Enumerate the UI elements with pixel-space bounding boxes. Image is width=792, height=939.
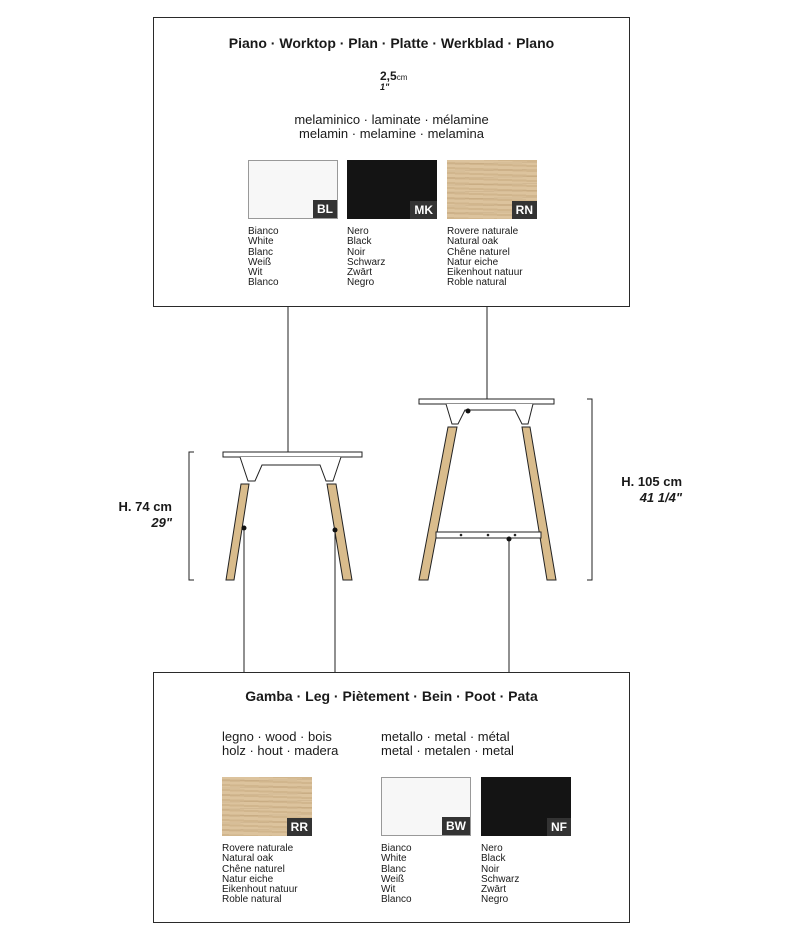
swatch-code: MK bbox=[410, 201, 437, 219]
dimension-low-in: 29" bbox=[151, 515, 172, 530]
swatch-code: RN bbox=[512, 201, 537, 219]
thickness-cm: 2,5 bbox=[380, 69, 397, 83]
swatch-bw[interactable] bbox=[381, 777, 471, 836]
swatch-code: NF bbox=[547, 818, 571, 836]
swatch-names-bl: Bianco White Blanc Weiß Wit Blanco bbox=[248, 226, 279, 289]
swatch-code: BW bbox=[442, 817, 470, 835]
wood-line1: legno · wood · bois bbox=[222, 729, 332, 744]
metal-line2: metal · metalen · metal bbox=[381, 743, 514, 758]
swatch-names-mk: Nero Black Noir Schwarz Zwārt Negro bbox=[347, 226, 386, 289]
swatch-rn[interactable] bbox=[447, 160, 537, 219]
swatch-names-rr: Rovere naturale Natural oak Chêne naturel Natur eiche Eikenhout natuur Roble natural bbox=[222, 843, 298, 906]
thickness-in: 1" bbox=[380, 82, 390, 92]
leg-title: Gamba · Leg · Piètement · Bein · Poot · Pata bbox=[245, 688, 538, 704]
dimension-high-in: 41 1/4" bbox=[639, 490, 682, 505]
swatch-names-nf: Nero Black Noir Schwarz Zwārt Negro bbox=[481, 843, 520, 906]
connector-lines bbox=[244, 306, 509, 672]
high-table-drawing bbox=[419, 399, 556, 580]
metal-line1: metallo · metal · métal bbox=[381, 729, 510, 744]
swatch-rr[interactable] bbox=[222, 777, 312, 836]
dimension-low bbox=[100, 499, 172, 531]
swatch-mk[interactable] bbox=[347, 160, 437, 219]
swatch-nf[interactable] bbox=[481, 777, 571, 836]
wood-line2: holz · hout · madera bbox=[222, 743, 339, 758]
thickness-unit: cm bbox=[396, 73, 408, 82]
worktop-box bbox=[153, 17, 630, 307]
worktop-material-line2: melamin · melamine · melamina bbox=[299, 126, 484, 141]
dimension-low-cm: H. 74 cm bbox=[118, 499, 172, 514]
dimension-brackets bbox=[189, 399, 592, 580]
leg-box bbox=[153, 672, 630, 923]
swatch-code: BL bbox=[313, 200, 337, 218]
worktop-title: Piano · Worktop · Plan · Platte · Werkblad · Plano bbox=[228, 35, 555, 51]
dimension-high-cm: H. 105 cm bbox=[621, 474, 682, 489]
swatch-bl[interactable] bbox=[248, 160, 338, 219]
swatch-names-rn: Rovere naturale Natural oak Chêne naturel Natur eiche Eikenhout natuur Roble natural bbox=[447, 226, 523, 289]
swatch-names-bw: Bianco White Blanc Weiß Wit Blanco bbox=[381, 843, 412, 906]
worktop-material-line1: melaminico · laminate · mélamine bbox=[294, 112, 489, 127]
swatch-code: RR bbox=[287, 818, 312, 836]
dimension-high bbox=[598, 474, 682, 506]
